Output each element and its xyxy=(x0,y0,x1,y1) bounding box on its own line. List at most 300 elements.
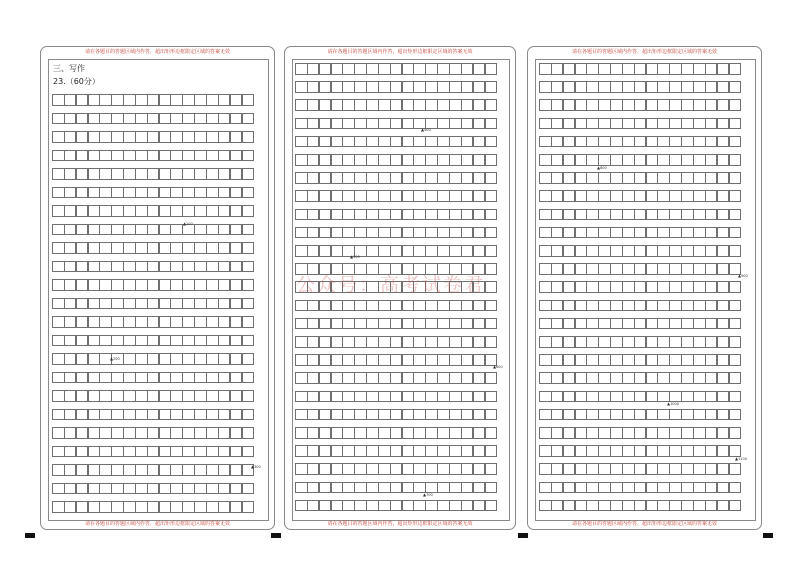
grid-cell[interactable] xyxy=(135,261,148,273)
grid-cell[interactable] xyxy=(437,445,450,457)
grid-cell[interactable] xyxy=(586,245,599,257)
grid-cell[interactable] xyxy=(563,336,576,348)
grid-cell[interactable] xyxy=(99,409,112,421)
grid-cell[interactable] xyxy=(646,245,659,257)
grid-cell[interactable] xyxy=(539,372,552,384)
grid-cell[interactable] xyxy=(242,298,255,310)
grid-cell[interactable] xyxy=(705,245,718,257)
grid-cell[interactable] xyxy=(354,445,367,457)
grid-cell[interactable] xyxy=(473,372,486,384)
grid-cell[interactable] xyxy=(52,261,65,273)
grid-cell[interactable] xyxy=(64,316,77,328)
grid-cell[interactable] xyxy=(342,99,355,111)
grid-cell[interactable] xyxy=(437,172,450,184)
grid-cell[interactable] xyxy=(242,261,255,273)
grid-cell[interactable] xyxy=(485,245,498,257)
grid-cell[interactable] xyxy=(218,390,231,402)
grid-cell[interactable] xyxy=(52,446,65,458)
grid-cell[interactable] xyxy=(610,445,623,457)
grid-cell[interactable] xyxy=(610,300,623,312)
grid-cell[interactable] xyxy=(563,281,576,293)
grid-cell[interactable] xyxy=(598,136,611,148)
grid-cell[interactable] xyxy=(717,336,730,348)
grid-cell[interactable] xyxy=(622,209,635,221)
grid-cell[interactable] xyxy=(634,427,647,439)
grid-cell[interactable] xyxy=(402,500,415,512)
grid-cell[interactable] xyxy=(123,390,136,402)
grid-cell[interactable] xyxy=(194,409,207,421)
grid-cell[interactable] xyxy=(230,316,243,328)
grid-cell[interactable] xyxy=(669,118,682,130)
grid-cell[interactable] xyxy=(437,500,450,512)
grid-cell[interactable] xyxy=(586,227,599,239)
grid-cell[interactable] xyxy=(563,354,576,366)
grid-cell[interactable] xyxy=(242,150,255,162)
grid-cell[interactable] xyxy=(693,154,706,166)
grid-cell[interactable] xyxy=(473,63,486,75)
grid-cell[interactable] xyxy=(342,445,355,457)
grid-cell[interactable] xyxy=(88,279,101,291)
grid-cell[interactable] xyxy=(135,409,148,421)
grid-cell[interactable] xyxy=(646,463,659,475)
grid-cell[interactable] xyxy=(123,316,136,328)
grid-cell[interactable] xyxy=(99,501,112,513)
grid-cell[interactable] xyxy=(170,150,183,162)
grid-cell[interactable] xyxy=(194,131,207,143)
grid-cell[interactable] xyxy=(135,150,148,162)
grid-cell[interactable] xyxy=(194,298,207,310)
grid-cell[interactable] xyxy=(123,94,136,106)
grid-cell[interactable] xyxy=(669,391,682,403)
grid-cell[interactable] xyxy=(622,318,635,330)
grid-cell[interactable] xyxy=(575,336,588,348)
grid-cell[interactable] xyxy=(206,446,219,458)
grid-cell[interactable] xyxy=(295,63,308,75)
grid-cell[interactable] xyxy=(402,409,415,421)
grid-cell[interactable] xyxy=(147,409,160,421)
grid-cell[interactable] xyxy=(729,118,742,130)
grid-cell[interactable] xyxy=(99,113,112,125)
grid-cell[interactable] xyxy=(437,463,450,475)
grid-cell[interactable] xyxy=(170,224,183,236)
grid-cell[interactable] xyxy=(331,118,344,130)
grid-cell[interactable] xyxy=(551,281,564,293)
grid-cell[interactable] xyxy=(52,483,65,495)
grid-cell[interactable] xyxy=(461,190,474,202)
grid-cell[interactable] xyxy=(669,300,682,312)
grid-cell[interactable] xyxy=(147,131,160,143)
grid-cell[interactable] xyxy=(461,463,474,475)
grid-cell[interactable] xyxy=(88,483,101,495)
grid-cell[interactable] xyxy=(646,227,659,239)
grid-cell[interactable] xyxy=(123,501,136,513)
grid-cell[interactable] xyxy=(485,372,498,384)
grid-cell[interactable] xyxy=(693,500,706,512)
grid-cell[interactable] xyxy=(575,409,588,421)
grid-cell[interactable] xyxy=(123,150,136,162)
grid-cell[interactable] xyxy=(622,300,635,312)
grid-cell[interactable] xyxy=(159,335,172,347)
grid-cell[interactable] xyxy=(123,483,136,495)
grid-cell[interactable] xyxy=(705,209,718,221)
grid-cell[interactable] xyxy=(646,300,659,312)
grid-cell[interactable] xyxy=(551,391,564,403)
grid-cell[interactable] xyxy=(52,372,65,384)
grid-cell[interactable] xyxy=(111,187,124,199)
grid-cell[interactable] xyxy=(610,336,623,348)
grid-cell[interactable] xyxy=(551,209,564,221)
grid-cell[interactable] xyxy=(705,318,718,330)
grid-cell[interactable] xyxy=(610,209,623,221)
grid-cell[interactable] xyxy=(111,279,124,291)
grid-cell[interactable] xyxy=(729,318,742,330)
grid-cell[interactable] xyxy=(705,354,718,366)
grid-cell[interactable] xyxy=(551,336,564,348)
grid-cell[interactable] xyxy=(64,205,77,217)
grid-cell[interactable] xyxy=(354,372,367,384)
grid-cell[interactable] xyxy=(681,500,694,512)
grid-cell[interactable] xyxy=(693,318,706,330)
grid-cell[interactable] xyxy=(669,63,682,75)
grid-cell[interactable] xyxy=(413,409,426,421)
grid-cell[interactable] xyxy=(230,94,243,106)
grid-cell[interactable] xyxy=(551,99,564,111)
grid-cell[interactable] xyxy=(425,81,438,93)
grid-cell[interactable] xyxy=(147,113,160,125)
grid-cell[interactable] xyxy=(206,501,219,513)
grid-cell[interactable] xyxy=(634,409,647,421)
grid-cell[interactable] xyxy=(378,391,391,403)
grid-cell[interactable] xyxy=(705,445,718,457)
grid-cell[interactable] xyxy=(551,245,564,257)
grid-cell[interactable] xyxy=(539,81,552,93)
grid-cell[interactable] xyxy=(598,482,611,494)
grid-cell[interactable] xyxy=(485,227,498,239)
grid-cell[interactable] xyxy=(598,263,611,275)
grid-cell[interactable] xyxy=(485,154,498,166)
grid-cell[interactable] xyxy=(194,483,207,495)
grid-cell[interactable] xyxy=(206,427,219,439)
grid-cell[interactable] xyxy=(551,409,564,421)
grid-cell[interactable] xyxy=(182,409,195,421)
grid-cell[interactable] xyxy=(194,335,207,347)
grid-cell[interactable] xyxy=(461,99,474,111)
grid-cell[interactable] xyxy=(230,187,243,199)
grid-cell[interactable] xyxy=(622,263,635,275)
grid-cell[interactable] xyxy=(242,390,255,402)
grid-cell[interactable] xyxy=(64,335,77,347)
grid-cell[interactable] xyxy=(147,94,160,106)
grid-cell[interactable] xyxy=(52,335,65,347)
grid-cell[interactable] xyxy=(729,482,742,494)
grid-cell[interactable] xyxy=(159,483,172,495)
grid-cell[interactable] xyxy=(693,263,706,275)
grid-cell[interactable] xyxy=(413,372,426,384)
grid-cell[interactable] xyxy=(64,353,77,365)
grid-cell[interactable] xyxy=(135,316,148,328)
grid-cell[interactable] xyxy=(657,336,670,348)
grid-cell[interactable] xyxy=(194,242,207,254)
grid-cell[interactable] xyxy=(182,168,195,180)
grid-cell[interactable] xyxy=(342,136,355,148)
grid-cell[interactable] xyxy=(598,172,611,184)
grid-cell[interactable] xyxy=(449,136,462,148)
grid-cell[interactable] xyxy=(111,316,124,328)
grid-cell[interactable] xyxy=(135,390,148,402)
grid-cell[interactable] xyxy=(473,409,486,421)
grid-cell[interactable] xyxy=(413,354,426,366)
grid-cell[interactable] xyxy=(331,300,344,312)
grid-cell[interactable] xyxy=(402,300,415,312)
grid-cell[interactable] xyxy=(539,300,552,312)
grid-cell[interactable] xyxy=(135,446,148,458)
grid-cell[interactable] xyxy=(610,482,623,494)
grid-cell[interactable] xyxy=(64,94,77,106)
grid-cell[interactable] xyxy=(646,318,659,330)
grid-cell[interactable] xyxy=(610,500,623,512)
grid-cell[interactable] xyxy=(319,300,332,312)
grid-cell[interactable] xyxy=(657,500,670,512)
grid-cell[interactable] xyxy=(135,335,148,347)
grid-cell[interactable] xyxy=(693,118,706,130)
grid-cell[interactable] xyxy=(551,227,564,239)
grid-cell[interactable] xyxy=(194,316,207,328)
grid-cell[interactable] xyxy=(307,81,320,93)
grid-cell[interactable] xyxy=(425,427,438,439)
grid-cell[interactable] xyxy=(206,335,219,347)
grid-cell[interactable] xyxy=(425,209,438,221)
grid-cell[interactable] xyxy=(646,427,659,439)
grid-cell[interactable] xyxy=(378,209,391,221)
grid-cell[interactable] xyxy=(717,227,730,239)
grid-cell[interactable] xyxy=(307,500,320,512)
grid-cell[interactable] xyxy=(88,372,101,384)
grid-cell[interactable] xyxy=(159,446,172,458)
grid-cell[interactable] xyxy=(135,168,148,180)
grid-cell[interactable] xyxy=(230,261,243,273)
grid-cell[interactable] xyxy=(461,209,474,221)
grid-cell[interactable] xyxy=(135,427,148,439)
grid-cell[interactable] xyxy=(182,427,195,439)
grid-cell[interactable] xyxy=(111,427,124,439)
grid-cell[interactable] xyxy=(331,445,344,457)
grid-cell[interactable] xyxy=(669,190,682,202)
grid-cell[interactable] xyxy=(390,300,403,312)
grid-cell[interactable] xyxy=(425,445,438,457)
grid-cell[interactable] xyxy=(402,190,415,202)
grid-cell[interactable] xyxy=(111,224,124,236)
grid-cell[interactable] xyxy=(473,99,486,111)
grid-cell[interactable] xyxy=(99,335,112,347)
grid-cell[interactable] xyxy=(449,172,462,184)
grid-cell[interactable] xyxy=(307,154,320,166)
grid-cell[interactable] xyxy=(461,427,474,439)
grid-cell[interactable] xyxy=(729,281,742,293)
grid-cell[interactable] xyxy=(413,300,426,312)
grid-cell[interactable] xyxy=(622,227,635,239)
grid-cell[interactable] xyxy=(52,131,65,143)
grid-cell[interactable] xyxy=(319,209,332,221)
grid-cell[interactable] xyxy=(242,224,255,236)
grid-cell[interactable] xyxy=(563,172,576,184)
grid-cell[interactable] xyxy=(425,463,438,475)
grid-cell[interactable] xyxy=(413,136,426,148)
grid-cell[interactable] xyxy=(717,281,730,293)
grid-cell[interactable] xyxy=(551,445,564,457)
grid-cell[interactable] xyxy=(473,427,486,439)
grid-cell[interactable] xyxy=(295,227,308,239)
grid-cell[interactable] xyxy=(586,354,599,366)
grid-cell[interactable] xyxy=(693,281,706,293)
grid-cell[interactable] xyxy=(693,99,706,111)
grid-cell[interactable] xyxy=(206,224,219,236)
grid-cell[interactable] xyxy=(413,463,426,475)
grid-cell[interactable] xyxy=(622,136,635,148)
grid-cell[interactable] xyxy=(295,336,308,348)
grid-cell[interactable] xyxy=(354,427,367,439)
grid-cell[interactable] xyxy=(717,136,730,148)
grid-cell[interactable] xyxy=(378,190,391,202)
grid-cell[interactable] xyxy=(646,81,659,93)
grid-cell[interactable] xyxy=(366,81,379,93)
grid-cell[interactable] xyxy=(681,227,694,239)
grid-cell[interactable] xyxy=(425,172,438,184)
grid-cell[interactable] xyxy=(485,482,498,494)
grid-cell[interactable] xyxy=(402,482,415,494)
grid-cell[interactable] xyxy=(390,372,403,384)
grid-cell[interactable] xyxy=(170,242,183,254)
grid-cell[interactable] xyxy=(331,354,344,366)
grid-cell[interactable] xyxy=(366,409,379,421)
grid-cell[interactable] xyxy=(473,354,486,366)
grid-cell[interactable] xyxy=(575,63,588,75)
grid-cell[interactable] xyxy=(319,318,332,330)
grid-cell[interactable] xyxy=(575,482,588,494)
grid-cell[interactable] xyxy=(646,209,659,221)
grid-cell[interactable] xyxy=(295,500,308,512)
grid-cell[interactable] xyxy=(586,500,599,512)
grid-cell[interactable] xyxy=(295,445,308,457)
grid-cell[interactable] xyxy=(242,113,255,125)
grid-cell[interactable] xyxy=(634,281,647,293)
grid-cell[interactable] xyxy=(64,150,77,162)
grid-cell[interactable] xyxy=(218,131,231,143)
grid-cell[interactable] xyxy=(705,99,718,111)
grid-cell[interactable] xyxy=(159,131,172,143)
grid-cell[interactable] xyxy=(88,353,101,365)
grid-cell[interactable] xyxy=(206,298,219,310)
grid-cell[interactable] xyxy=(449,318,462,330)
grid-cell[interactable] xyxy=(194,446,207,458)
grid-cell[interactable] xyxy=(598,500,611,512)
grid-cell[interactable] xyxy=(693,354,706,366)
grid-cell[interactable] xyxy=(135,353,148,365)
grid-cell[interactable] xyxy=(610,354,623,366)
grid-cell[interactable] xyxy=(634,245,647,257)
grid-cell[interactable] xyxy=(88,205,101,217)
grid-cell[interactable] xyxy=(563,482,576,494)
grid-cell[interactable] xyxy=(646,372,659,384)
grid-cell[interactable] xyxy=(681,190,694,202)
grid-cell[interactable] xyxy=(729,136,742,148)
grid-cell[interactable] xyxy=(378,81,391,93)
grid-cell[interactable] xyxy=(657,227,670,239)
grid-cell[interactable] xyxy=(575,99,588,111)
grid-cell[interactable] xyxy=(390,136,403,148)
grid-cell[interactable] xyxy=(331,409,344,421)
grid-cell[interactable] xyxy=(307,463,320,475)
grid-cell[interactable] xyxy=(449,445,462,457)
grid-cell[interactable] xyxy=(170,131,183,143)
grid-cell[interactable] xyxy=(610,172,623,184)
grid-cell[interactable] xyxy=(681,281,694,293)
grid-cell[interactable] xyxy=(598,391,611,403)
grid-cell[interactable] xyxy=(366,391,379,403)
grid-cell[interactable] xyxy=(218,94,231,106)
grid-cell[interactable] xyxy=(575,172,588,184)
grid-cell[interactable] xyxy=(378,354,391,366)
grid-cell[interactable] xyxy=(461,336,474,348)
grid-cell[interactable] xyxy=(539,391,552,403)
grid-cell[interactable] xyxy=(354,118,367,130)
grid-cell[interactable] xyxy=(88,94,101,106)
grid-cell[interactable] xyxy=(242,409,255,421)
grid-cell[interactable] xyxy=(52,427,65,439)
grid-cell[interactable] xyxy=(76,335,89,347)
grid-cell[interactable] xyxy=(390,409,403,421)
grid-cell[interactable] xyxy=(366,354,379,366)
grid-cell[interactable] xyxy=(669,227,682,239)
grid-cell[interactable] xyxy=(693,300,706,312)
grid-cell[interactable] xyxy=(206,94,219,106)
grid-cell[interactable] xyxy=(390,354,403,366)
grid-cell[interactable] xyxy=(402,63,415,75)
grid-cell[interactable] xyxy=(295,81,308,93)
grid-cell[interactable] xyxy=(295,427,308,439)
grid-cell[interactable] xyxy=(539,427,552,439)
grid-cell[interactable] xyxy=(390,81,403,93)
grid-cell[interactable] xyxy=(461,154,474,166)
grid-cell[interactable] xyxy=(413,445,426,457)
grid-cell[interactable] xyxy=(437,118,450,130)
grid-cell[interactable] xyxy=(539,482,552,494)
grid-cell[interactable] xyxy=(717,445,730,457)
grid-cell[interactable] xyxy=(425,318,438,330)
grid-cell[interactable] xyxy=(331,372,344,384)
grid-cell[interactable] xyxy=(485,391,498,403)
grid-cell[interactable] xyxy=(646,354,659,366)
grid-cell[interactable] xyxy=(159,261,172,273)
grid-cell[interactable] xyxy=(182,242,195,254)
grid-cell[interactable] xyxy=(563,427,576,439)
grid-cell[interactable] xyxy=(610,99,623,111)
grid-cell[interactable] xyxy=(413,227,426,239)
grid-cell[interactable] xyxy=(717,409,730,421)
grid-cell[interactable] xyxy=(449,500,462,512)
grid-cell[interactable] xyxy=(485,190,498,202)
grid-cell[interactable] xyxy=(390,463,403,475)
grid-cell[interactable] xyxy=(88,187,101,199)
grid-cell[interactable] xyxy=(634,172,647,184)
grid-cell[interactable] xyxy=(354,190,367,202)
grid-cell[interactable] xyxy=(437,227,450,239)
grid-cell[interactable] xyxy=(76,427,89,439)
grid-cell[interactable] xyxy=(413,154,426,166)
grid-cell[interactable] xyxy=(646,99,659,111)
grid-cell[interactable] xyxy=(378,63,391,75)
grid-cell[interactable] xyxy=(170,298,183,310)
grid-cell[interactable] xyxy=(551,154,564,166)
